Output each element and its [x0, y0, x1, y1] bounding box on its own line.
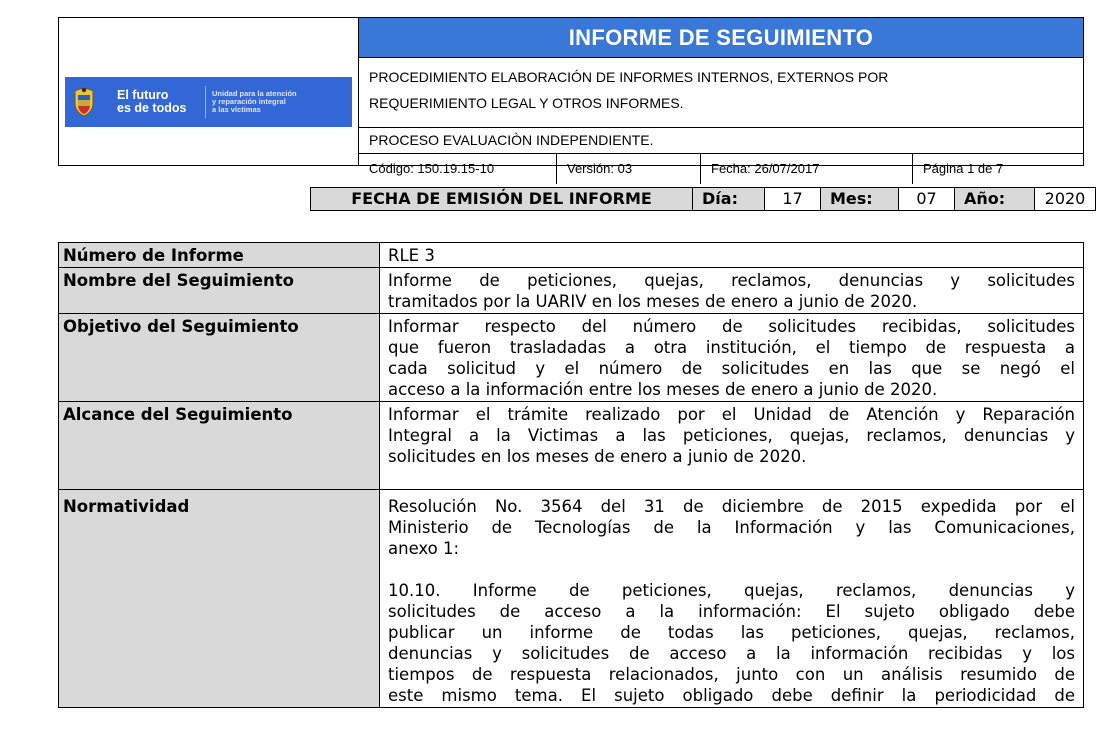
objective-value	[380, 314, 1084, 402]
logo-agency-line2: y reparación integral	[212, 96, 286, 106]
document-version: Versión: 03	[557, 154, 701, 184]
document-code: Código: 150.19.15-10	[359, 154, 557, 184]
month-label: Mes:	[821, 188, 899, 210]
regulation-value	[380, 490, 1084, 708]
emission-date-label: FECHA DE EMISIÓN DEL INFORME	[311, 188, 693, 210]
month-value: 07	[899, 188, 955, 210]
procedure-line1: PROCEDIMIENTO ELABORACIÓN DE INFORMES INTERNOS, EXTERNOS POR	[369, 69, 889, 85]
page-number: Página 1 de 7	[923, 161, 1004, 176]
text-line: Ministerio de Tecnologías de la Información y las Comunicaciones,	[388, 518, 1075, 537]
logo-cell	[59, 18, 359, 165]
table-row	[59, 402, 1084, 490]
text-line: tramitados por la UARIV en los meses de enero a junio de 2020.	[388, 292, 918, 311]
coat-of-arms-icon	[73, 87, 95, 117]
document-header	[58, 17, 1084, 176]
report-info-table	[58, 242, 1084, 708]
procedure-line2: REQUERIMIENTO LEGAL Y OTROS INFORMES.	[369, 95, 684, 111]
text-line: que fueron trasladadas a otra institución, el tiempo de respuesta a	[388, 338, 1075, 357]
scope-label: Alcance del Seguimiento	[59, 402, 380, 490]
table-row	[59, 314, 1084, 402]
logo-slogan	[117, 89, 197, 115]
objective-label: Objetivo del Seguimiento	[59, 314, 380, 402]
text-line: Integral a la Victimas a las peticiones, quejas, reclamos, denuncias y	[388, 426, 1075, 445]
scope-value	[380, 402, 1084, 490]
text-line: Informe de peticiones, quejas, reclamos, denuncias y solicitudes	[388, 271, 1075, 290]
process-name: PROCESO EVALUACIÒN INDEPENDIENTE.	[359, 128, 1083, 154]
year-value: 2020	[1044, 189, 1086, 208]
document-metadata-row	[359, 154, 1083, 184]
text-line: solicitudes de acceso a la información: El sujeto obligado debe	[388, 602, 1075, 621]
report-number-value: RLE 3	[380, 243, 1084, 268]
text-line: publicar un informe de todas las peticiones, quejas, reclamos,	[388, 623, 1075, 642]
spacer	[388, 559, 1075, 580]
emission-date-strip	[310, 187, 1096, 211]
logo-banner	[65, 77, 352, 127]
text-line: denuncias y solicitudes de acceso a la información recibidas y los	[388, 644, 1075, 663]
text-line: Resolución No. 3564 del 31 de diciembre de 2015 expedida por el	[388, 497, 1075, 516]
logo-divider	[205, 86, 206, 118]
text-line: Informar respecto del número de solicitudes recibidas, solicitudes	[388, 317, 1075, 336]
text-line: anexo 1:	[388, 539, 460, 558]
text-line: 10.10. Informe de peticiones, quejas, reclamos, denuncias y	[388, 581, 1075, 600]
table-row	[59, 243, 1084, 268]
text-line: solicitudes en los meses de enero a junio de 2020.	[388, 447, 807, 466]
table-row	[59, 490, 1084, 708]
procedure-name	[359, 58, 1083, 128]
text-line: este mismo tema. El sujeto obligado debe definir la periodicidad de	[388, 686, 1075, 705]
tracking-name-value	[380, 268, 1084, 314]
text-line: Informar el trámite realizado por el Unidad de Atención y Reparación	[388, 405, 1075, 424]
tracking-name-label: Nombre del Seguimiento	[59, 268, 380, 314]
document-date: Fecha: 26/07/2017	[701, 154, 913, 184]
logo-slogan-line2: es de todos	[117, 101, 187, 115]
report-number-label: Número de Informe	[59, 243, 380, 268]
year-label: Año:	[955, 188, 1035, 210]
logo-slogan-line1: El futuro	[117, 88, 169, 102]
text-line: cada solicitud y el número de solicitudes en las que se negó el	[388, 359, 1075, 378]
spacer	[388, 467, 1075, 488]
text-line: acceso a la información entre los meses de enero a junio de 2020.	[388, 380, 938, 399]
day-label: Día:	[693, 188, 765, 210]
logo-agency-name	[212, 90, 342, 115]
document-title: INFORME DE SEGUIMIENTO	[359, 18, 1083, 58]
logo-agency-line1: Unidad para la atención	[212, 88, 297, 98]
text-line: tiempos de respuesta relacionados, junto con un análisis resumido de	[388, 665, 1075, 684]
day-value: 17	[765, 188, 821, 210]
table-row	[59, 268, 1084, 314]
logo-agency-line3: a las víctimas	[212, 105, 261, 115]
regulation-label: Normatividad	[59, 490, 380, 708]
